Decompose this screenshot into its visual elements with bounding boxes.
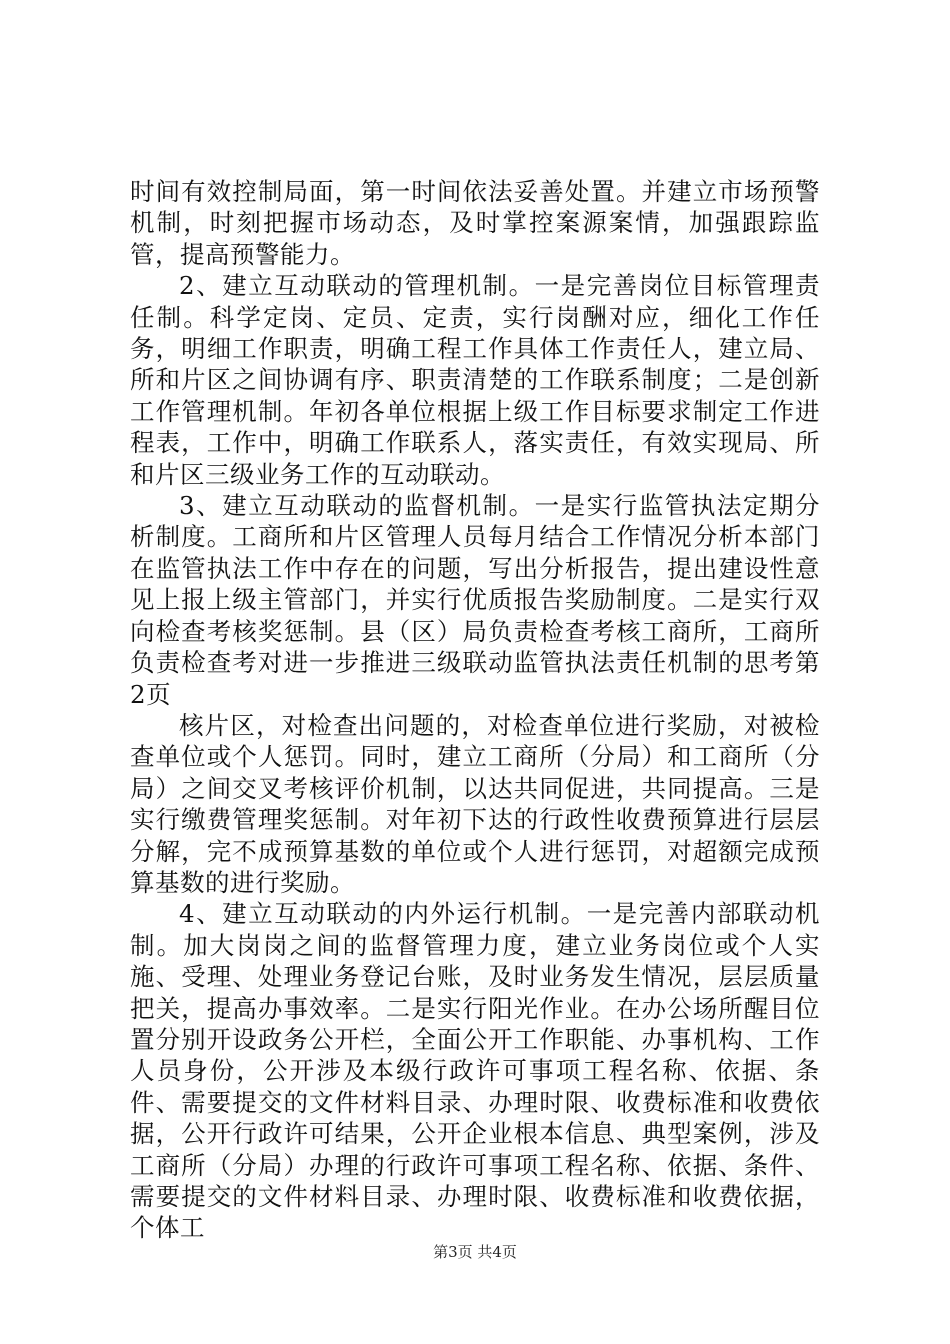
paragraph-inspection-continuation: 核片区，对检查出问题的，对检查单位进行奖励，对被检查单位或个人惩罚。同时，建立工商所（分局）和工商所（分局）之间交叉考核评价机制，以达共同促进，共同提高。三是实行缴费管理奖惩制。对年初下达的行政性收费预算进行层层分解，完不成预算基数的单位或个人进行惩罚，对超额完成预算基数的进行奖励。 (130, 710, 820, 897)
document-body (130, 176, 820, 1244)
paragraph-supervision-mechanism: 3、建立互动联动的监督机制。一是实行监管执法定期分析制度。工商所和片区管理人员每月结合工作情况分析本部门在监管执法工作中存在的问题，写出分析报告，提出建设性意见上报上级主管部门，并实行优质报告奖励制度。二是实行双向检查考核奖惩制。县（区）局负责检查考核工商所，工商所负责检查考对进一步推进三级联动监管执法责任机制的思考第2页 (130, 491, 820, 709)
paragraph-management-mechanism: 2、建立互动联动的管理机制。一是完善岗位目标管理责任制。科学定岗、定员、定责，实行岗酬对应，细化工作任务，明细工作职责，明确工程工作具体工作责任人，建立局、所和片区之间协调有序、职责清楚的工作联系制度；二是创新工作管理机制。年初各单位根据上级工作目标要求制定工作进程表，工作中，明确工作联系人，落实责任，有效实现局、所和片区三级业务工作的互动联动。 (130, 271, 820, 489)
paragraph-operation-mechanism: 4、建立互动联动的内外运行机制。一是完善内部联动机制。加大岗岗之间的监督管理力度，建立业务岗位或个人实施、受理、处理业务登记台账，及时业务发生情况，层层质量把关，提高办事效率。二是实行阳光作业。在办公场所醒目位置分别开设政务公开栏，全面公开工作职能、办事机构、工作人员身份，公开涉及本级行政许可事项工程名称、依据、条件、需要提交的文件材料目录、办理时限、收费标准和收费依据，公开行政许可结果，公开企业根本信息、典型案例，涉及工商所（分局）办理的行政许可事项工程名称、依据、条件、需要提交的文件材料目录、办理时限、收费标准和收费依据，个体工 (130, 899, 820, 1243)
page-number-footer: 第3页 共4页 (433, 1243, 517, 1261)
paragraph-intro-continuation: 时间有效控制局面，第一时间依法妥善处置。并建立市场预警机制，时刻把握市场动态，及时掌控案源案情，加强跟踪监管，提高预警能力。 (130, 177, 820, 269)
